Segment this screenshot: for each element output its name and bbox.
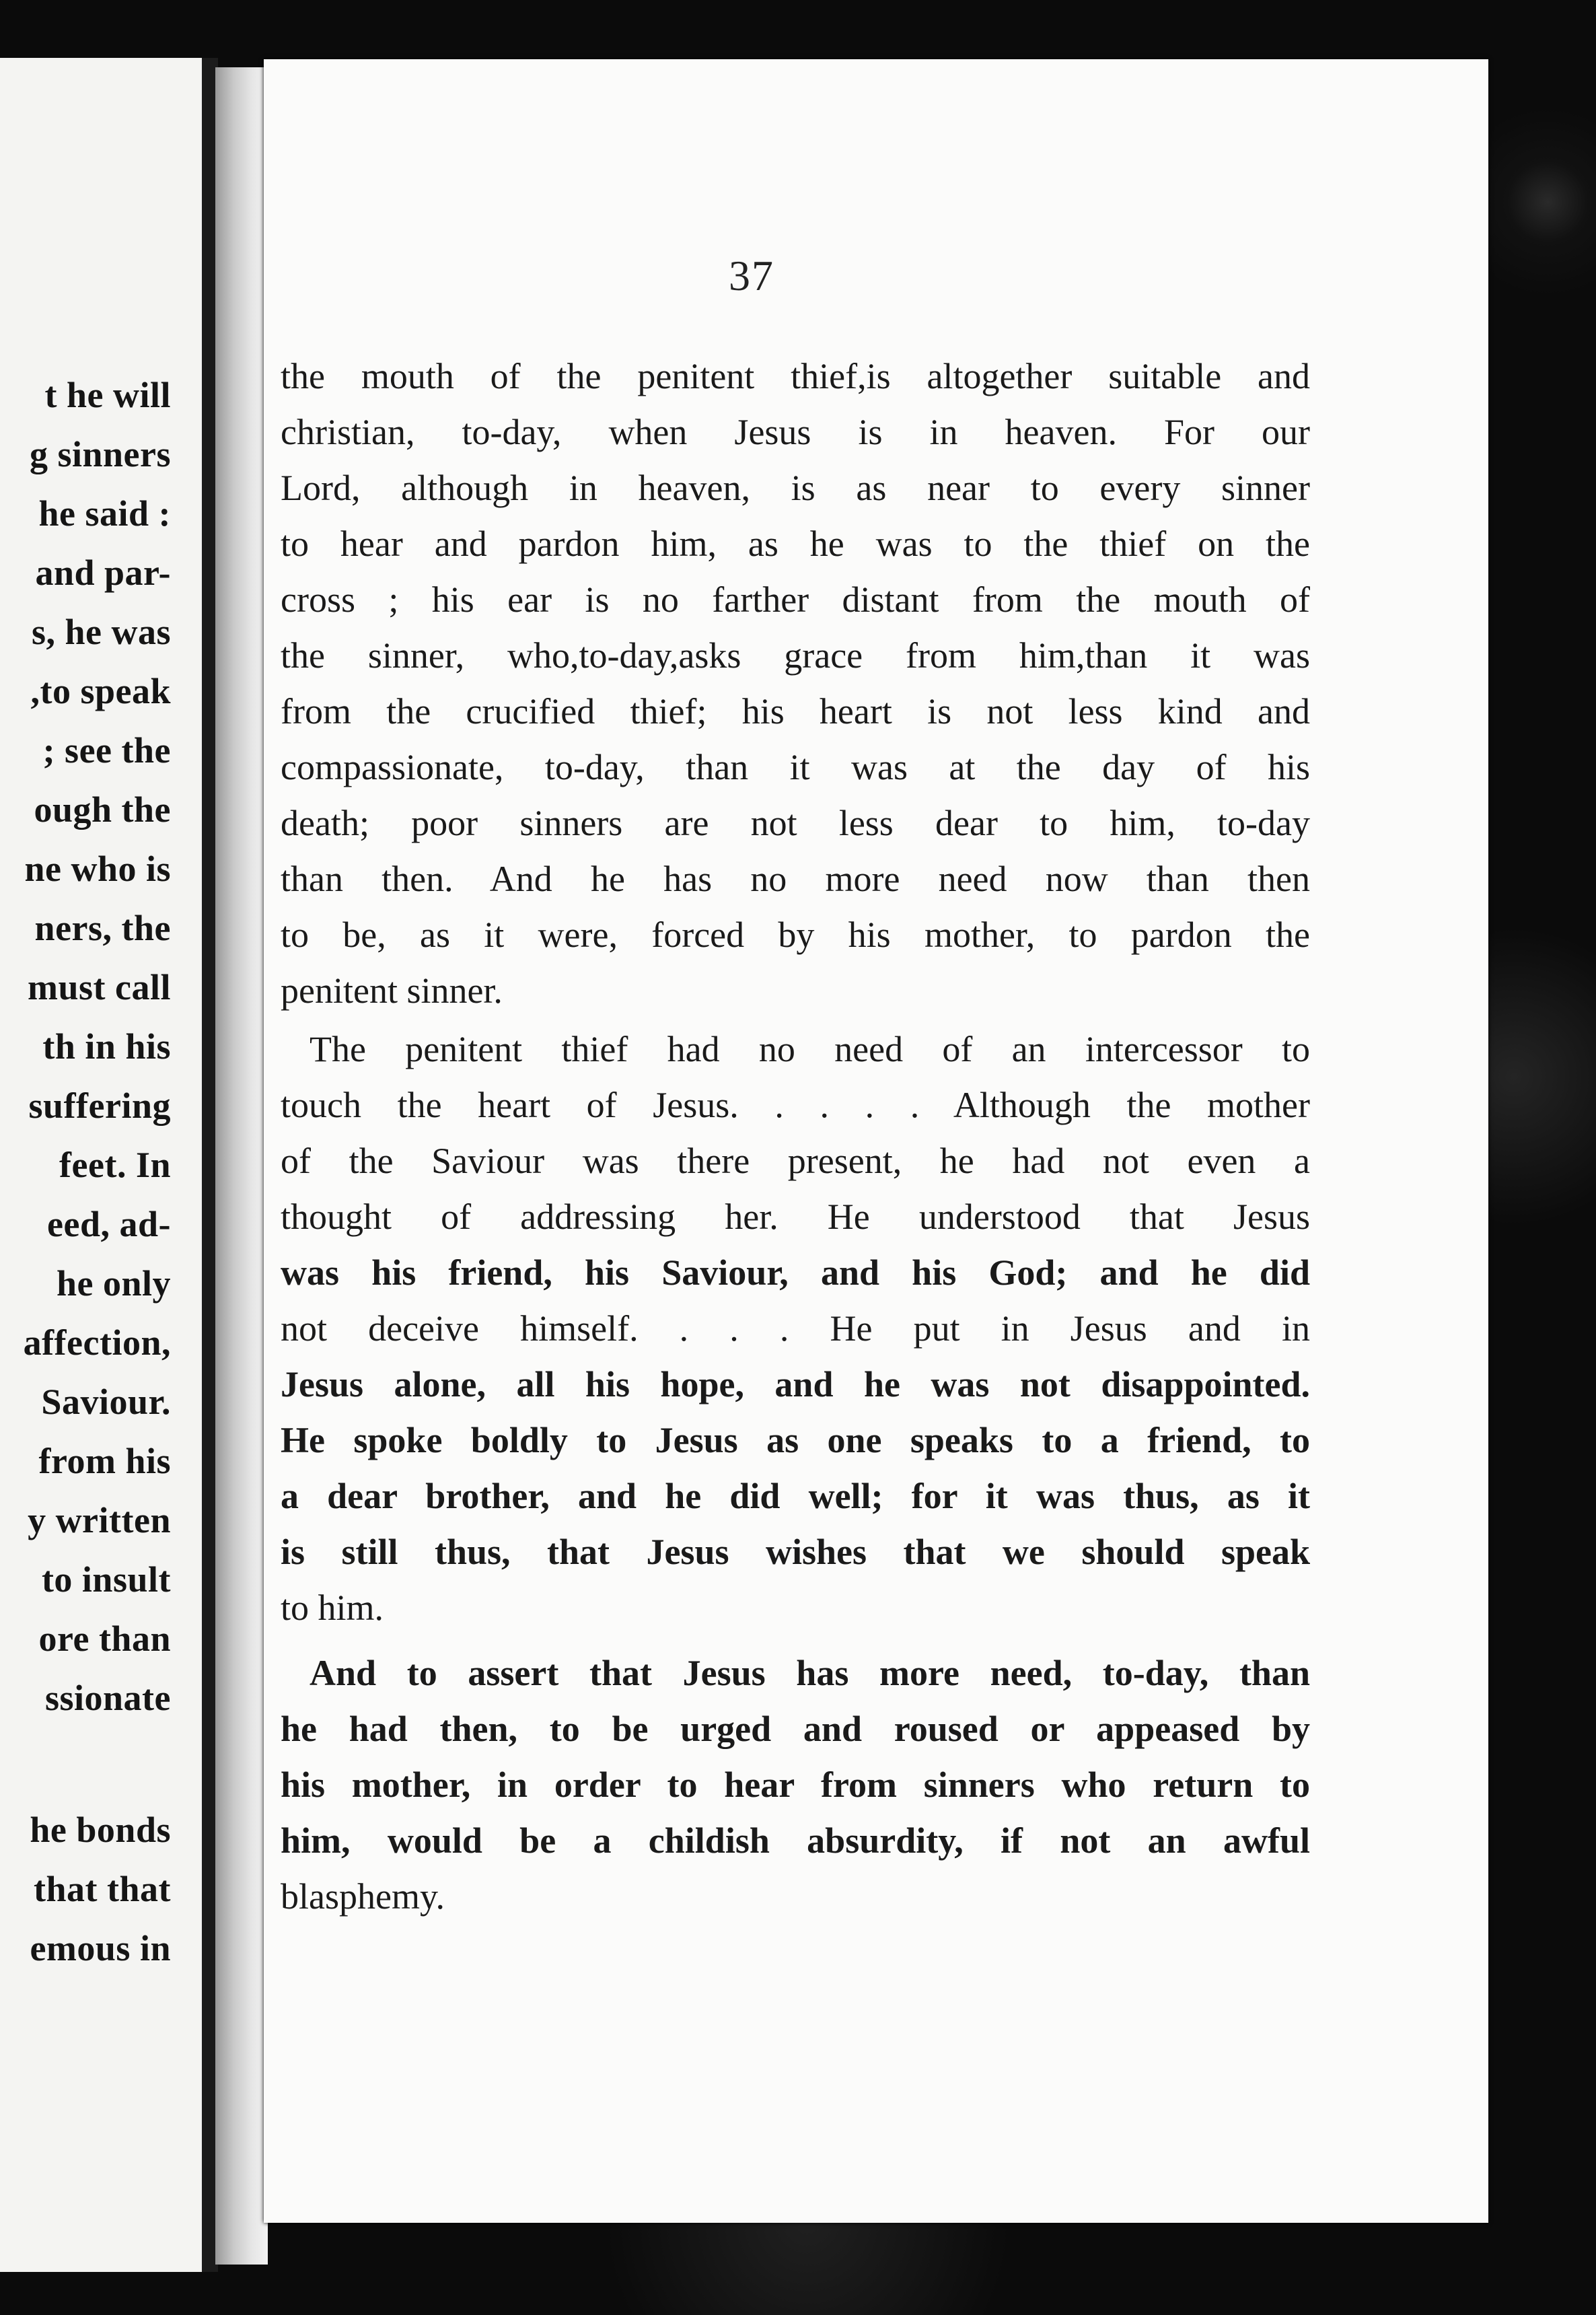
previous-page-line: ough the (34, 789, 171, 830)
previous-page-line: ,to speak (30, 671, 171, 711)
page-number: 37 (729, 252, 774, 299)
page-text-line: to hear and pardon him, as he was to the thief on the (281, 524, 1310, 564)
page-text-line: to be, as it were, forced by his mother, to pardon the (281, 915, 1310, 955)
previous-page-line: emous in (30, 1928, 171, 1968)
page-gutter (215, 67, 268, 2265)
previous-page-line: ners, the (34, 908, 171, 948)
previous-page-line: he bonds (30, 1810, 171, 1850)
previous-page-line: he only (56, 1263, 171, 1304)
previous-page-line: ssionate (44, 1678, 171, 1718)
previous-page-line: ne who is (24, 849, 171, 889)
page-text-line: Lord, although in heaven, is as near to every sinner (281, 468, 1310, 508)
previous-page-line: ; see the (42, 730, 171, 771)
current-page (264, 59, 1488, 2223)
page-text-line: blasphemy. (281, 1876, 445, 1917)
previous-page-line: th in his (42, 1026, 171, 1067)
previous-page-line: and par- (35, 553, 171, 593)
page-text-line: touch the heart of Jesus. . . . . Although the mother (281, 1085, 1310, 1125)
page-text-line: a dear brother, and he did well; for it was thus, as it (281, 1476, 1310, 1516)
page-text-line: The penitent thief had no need of an intercessor to (310, 1029, 1310, 1069)
page-text-line: He spoke boldly to Jesus as one speaks to a friend, to (281, 1420, 1310, 1460)
previous-page-line: he said : (38, 493, 171, 534)
page-text-line: thought of addressing her. He understood that Jesus (281, 1197, 1310, 1237)
previous-page-line: from his (38, 1441, 171, 1481)
page-text-line: And to assert that Jesus has more need, to-day, than (310, 1653, 1310, 1693)
previous-page-line: ore than (38, 1618, 171, 1659)
page-text-line: cross ; his ear is no farther distant from the mouth of (281, 579, 1310, 620)
previous-page-line: eed, ad- (47, 1204, 171, 1244)
page-text-line: to him. (281, 1588, 384, 1628)
previous-page-line: g sinners (29, 434, 171, 474)
previous-page-line: that that (34, 1869, 171, 1909)
page-text-line: his mother, in order to hear from sinners who return to (281, 1765, 1310, 1805)
page-text-line: death; poor sinners are not less dear to him, to-day (281, 803, 1310, 843)
previous-page-line: t he will (44, 375, 171, 415)
page-text-line: is still thus, that Jesus wishes that we should speak (281, 1532, 1310, 1572)
previous-page-line: to insult (41, 1559, 171, 1600)
page-text-line: Jesus alone, all his hope, and he was not disappointed. (281, 1364, 1310, 1404)
page-text-line: christian, to-day, when Jesus is in heaven. For our (281, 412, 1310, 452)
previous-page (0, 58, 215, 2272)
page-text-line: the mouth of the penitent thief,is altogether suitable and (281, 356, 1310, 396)
page-text-line: him, would be a childish absurdity, if not an awful (281, 1820, 1310, 1861)
page-text-line: from the crucified thief; his heart is not less kind and (281, 691, 1310, 732)
page-text-line: not deceive himself. . . . He put in Jesus and in (281, 1308, 1310, 1349)
page-text-line: compassionate, to-day, than it was at the day of his (281, 747, 1310, 787)
previous-page-line: suffering (28, 1085, 171, 1126)
previous-page-line: affection, (23, 1322, 171, 1363)
page-text-line: of the Saviour was there present, he had not even a (281, 1141, 1310, 1181)
page-text-line: penitent sinner. (281, 970, 503, 1011)
previous-page-line: feet. In (59, 1145, 171, 1185)
previous-page-line: Saviour. (41, 1382, 171, 1422)
page-text-line: than then. And he has no more need now than then (281, 859, 1310, 899)
page-text-line: he had then, to be urged and roused or appeased by (281, 1709, 1310, 1749)
previous-page-line: s, he was (31, 612, 171, 652)
page-text-line: was his friend, his Saviour, and his God; and he did (281, 1252, 1310, 1293)
page-text-line: the sinner, who,to-day,asks grace from him,than it was (281, 635, 1310, 676)
previous-page-line: must call (28, 967, 171, 1007)
previous-page-line: y written (28, 1500, 171, 1540)
